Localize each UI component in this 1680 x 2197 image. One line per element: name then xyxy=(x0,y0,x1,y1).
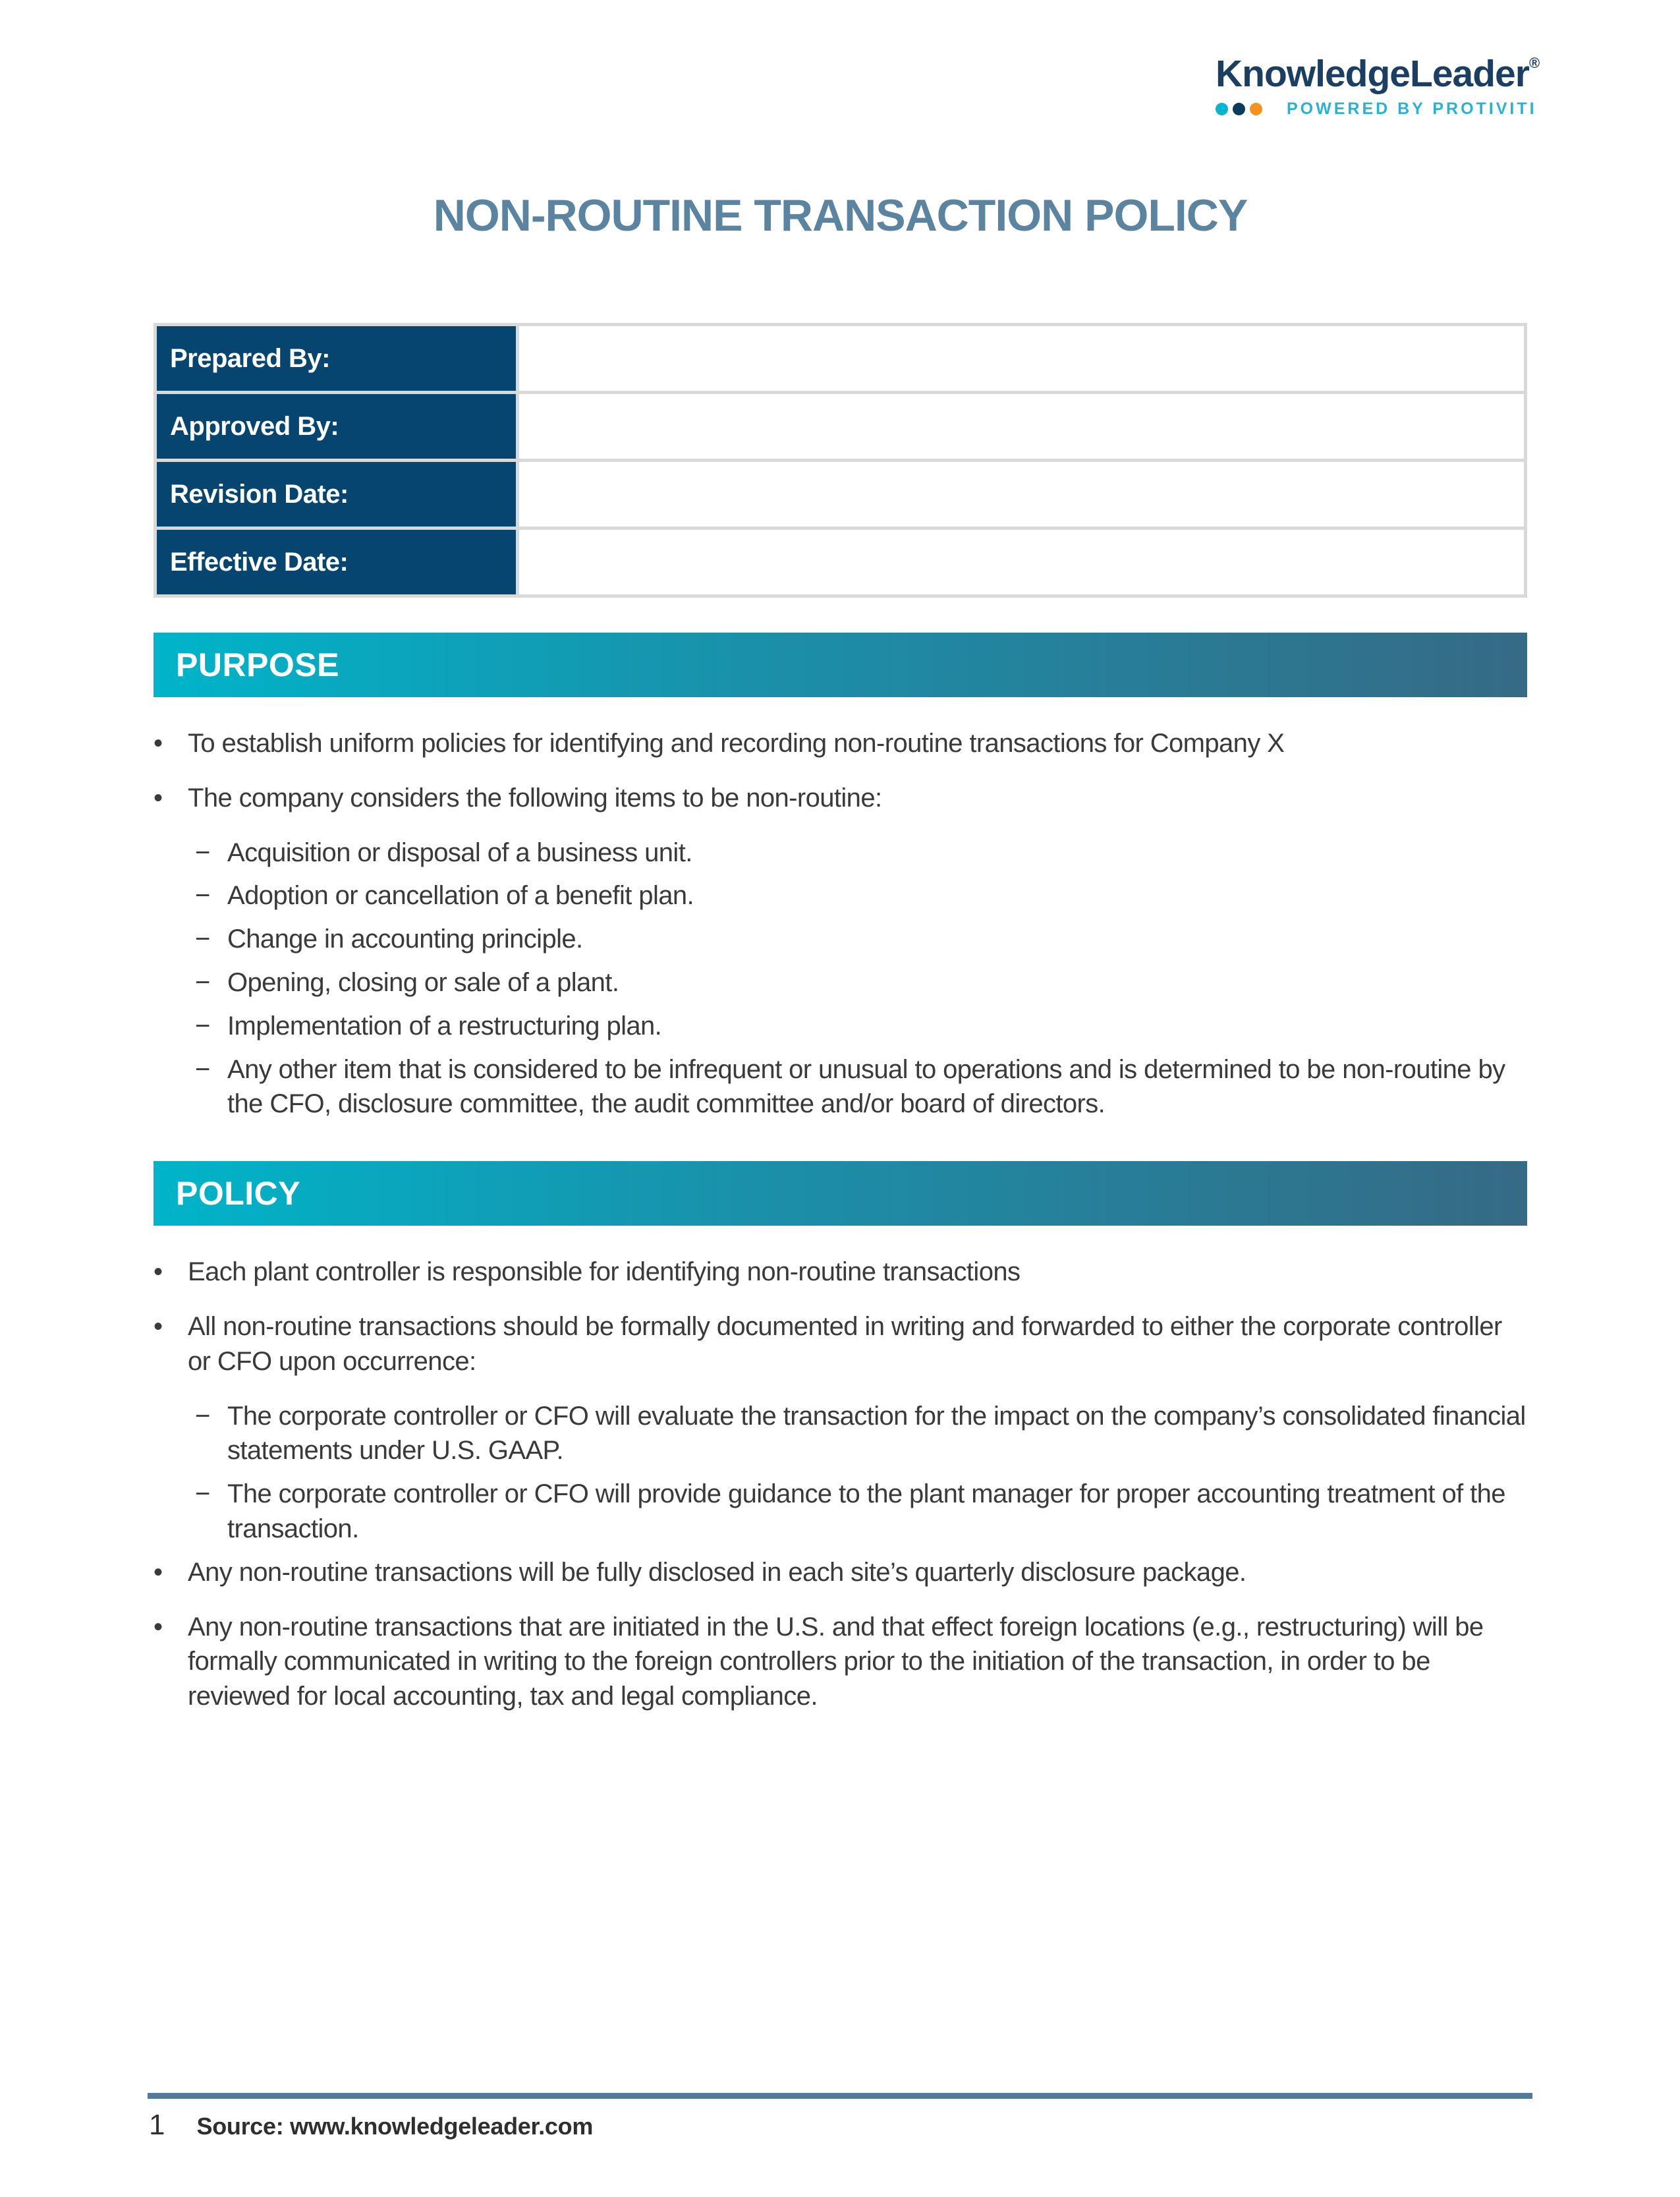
logo-dot-cyan-icon xyxy=(1216,103,1228,115)
page-title: NON-ROUTINE TRANSACTION POLICY xyxy=(433,190,1248,241)
bullet-marker: • xyxy=(154,729,163,758)
dash-marker: − xyxy=(195,881,210,911)
logo-wordmark xyxy=(1216,55,1540,93)
bullet-marker: • xyxy=(154,783,163,813)
bullet-marker: • xyxy=(154,1612,163,1641)
list-item: − The corporate controller or CFO will provide guidance to the plant manager for proper accounting treatment of the transaction. xyxy=(195,1477,1527,1547)
list-item: • To establish uniform policies for identifying and recording non-routine transactions for Company X xyxy=(154,726,1527,761)
bullet-marker: • xyxy=(154,1311,163,1341)
list-item: − Opening, closing or sale of a plant. xyxy=(195,965,1527,1000)
list-item: • The company considers the following items to be non-routine: xyxy=(154,781,1527,816)
effective-date-label: Effective Date: xyxy=(155,528,518,596)
dash-marker: − xyxy=(195,967,210,997)
revision-date-label: Revision Date: xyxy=(155,461,518,528)
source-text: Source: www.knowledgeleader.com xyxy=(196,2113,594,2140)
policy-section-header: POLICY xyxy=(154,1161,1527,1226)
logo-brand-text: KnowledgeLeader xyxy=(1216,53,1529,95)
logo-tagline: POWERED BY PROTIVITI xyxy=(1287,100,1537,118)
knowledgeleader-logo xyxy=(1216,55,1540,119)
registered-trademark-icon: ® xyxy=(1528,55,1540,71)
table-row xyxy=(155,528,1526,596)
logo-subline xyxy=(1216,100,1540,119)
dash-marker: − xyxy=(195,838,210,867)
prepared-by-label: Prepared By: xyxy=(155,325,518,393)
list-item: • Each plant controller is responsible for identifying non-routine transactions xyxy=(154,1255,1527,1290)
table-row xyxy=(155,325,1526,393)
logo-dot-navy-icon xyxy=(1233,103,1245,115)
list-item: • All non-routine transactions should be formally documented in writing and forwarded to either the corporate controller or CFO upon occurrence: xyxy=(154,1309,1527,1379)
document-body xyxy=(154,633,1527,1754)
dash-marker: − xyxy=(195,1054,210,1084)
effective-date-value[interactable] xyxy=(518,528,1526,596)
purpose-list xyxy=(154,726,1527,1122)
list-item: − Any other item that is considered to be infrequent or unusual to operations and is determined to be non-routine by the CFO, disclosure committee, the audit committee and/or board of directors. xyxy=(195,1052,1527,1122)
logo-dot-orange-icon xyxy=(1250,103,1262,115)
table-row xyxy=(155,393,1526,461)
dash-marker: − xyxy=(195,1479,210,1509)
list-item: − Acquisition or disposal of a business unit. xyxy=(195,836,1527,870)
list-item: • Any non-routine transactions will be fully disclosed in each site’s quarterly disclosure package. xyxy=(154,1555,1527,1590)
footer xyxy=(149,2109,593,2142)
approved-by-value[interactable] xyxy=(518,393,1526,461)
bullet-marker: • xyxy=(154,1257,163,1287)
approved-by-label: Approved By: xyxy=(155,393,518,461)
prepared-by-value[interactable] xyxy=(518,325,1526,393)
bullet-marker: • xyxy=(154,1557,163,1587)
revision-date-value[interactable] xyxy=(518,461,1526,528)
list-item: − The corporate controller or CFO will evaluate the transaction for the impact on the company’s consolidated financial statements under U.S. GAAP. xyxy=(195,1399,1527,1469)
dash-marker: − xyxy=(195,1011,210,1041)
footer-rule xyxy=(148,2093,1532,2099)
policy-list xyxy=(154,1255,1527,1714)
table-row xyxy=(155,461,1526,528)
dash-marker: − xyxy=(195,925,210,954)
list-item: − Implementation of a restructuring plan. xyxy=(195,1009,1527,1044)
page-number: 1 xyxy=(149,2109,165,2141)
document-info-table xyxy=(154,323,1527,598)
list-item: − Adoption or cancellation of a benefit plan. xyxy=(195,878,1527,913)
purpose-section-header: PURPOSE xyxy=(154,633,1527,697)
dash-marker: − xyxy=(195,1401,210,1431)
list-item: − Change in accounting principle. xyxy=(195,922,1527,957)
list-item: • Any non-routine transactions that are initiated in the U.S. and that effect foreign locations (e.g., restructuring) will be formally communicated in writing to the foreign controllers prior to the initiation of the transaction, in order to be reviewed for local accounting, tax and legal compliance. xyxy=(154,1610,1527,1714)
